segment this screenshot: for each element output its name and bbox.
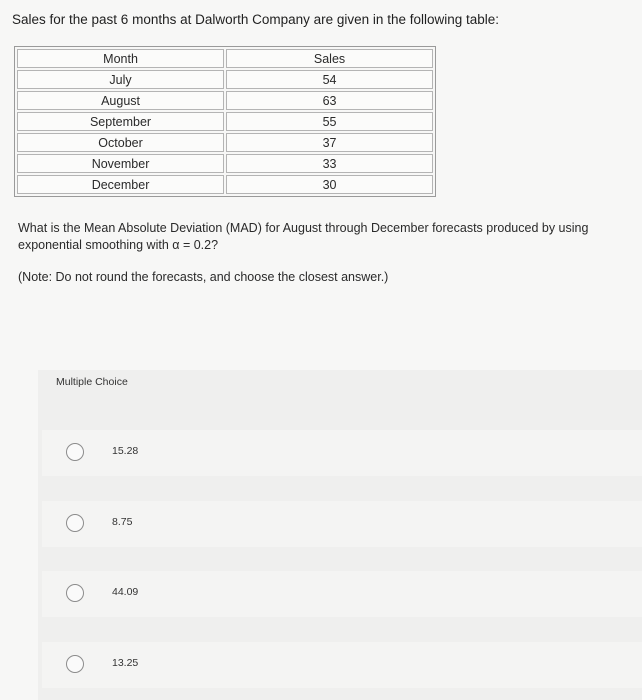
month-cell: August	[17, 91, 224, 110]
choice-label: 8.75	[112, 516, 133, 528]
question-text: What is the Mean Absolute Deviation (MAD) for August through December forecasts produced by using exponential smoothing with α = 0.2?	[18, 221, 589, 252]
radio-button[interactable]	[66, 584, 84, 602]
month-cell: September	[17, 112, 224, 131]
table-row	[17, 133, 433, 152]
sales-cell: 63	[226, 91, 433, 110]
month-cell: December	[17, 175, 224, 194]
sales-header: Sales	[226, 49, 433, 68]
radio-button[interactable]	[66, 655, 84, 673]
choice-label: 15.28	[112, 445, 139, 457]
sales-cell: 55	[226, 112, 433, 131]
sales-table	[14, 46, 436, 197]
choice-option[interactable]	[42, 571, 642, 617]
table-row	[17, 112, 433, 131]
multiple-choice-title: Multiple Choice	[56, 376, 128, 388]
sales-cell: 33	[226, 154, 433, 173]
note-text: (Note: Do not round the forecasts, and choose the closest answer.)	[18, 270, 389, 284]
choice-label: 44.09	[112, 586, 139, 598]
choice-option[interactable]	[42, 501, 642, 547]
table-header-row	[17, 49, 433, 68]
table-row	[17, 91, 433, 110]
sales-cell: 54	[226, 70, 433, 89]
table-row	[17, 175, 433, 194]
intro-text: Sales for the past 6 months at Dalworth Company are given in the following table:	[12, 12, 500, 27]
table-row	[17, 154, 433, 173]
radio-button[interactable]	[66, 514, 84, 532]
month-cell: November	[17, 154, 224, 173]
radio-button[interactable]	[66, 443, 84, 461]
month-cell: October	[17, 133, 224, 152]
month-header: Month	[17, 49, 224, 68]
choice-option[interactable]	[42, 430, 642, 476]
sales-cell: 37	[226, 133, 433, 152]
month-cell: July	[17, 70, 224, 89]
sales-cell: 30	[226, 175, 433, 194]
multiple-choice-panel	[38, 370, 642, 700]
choice-option[interactable]	[42, 642, 642, 688]
table-row	[17, 70, 433, 89]
choice-label: 13.25	[112, 657, 139, 669]
